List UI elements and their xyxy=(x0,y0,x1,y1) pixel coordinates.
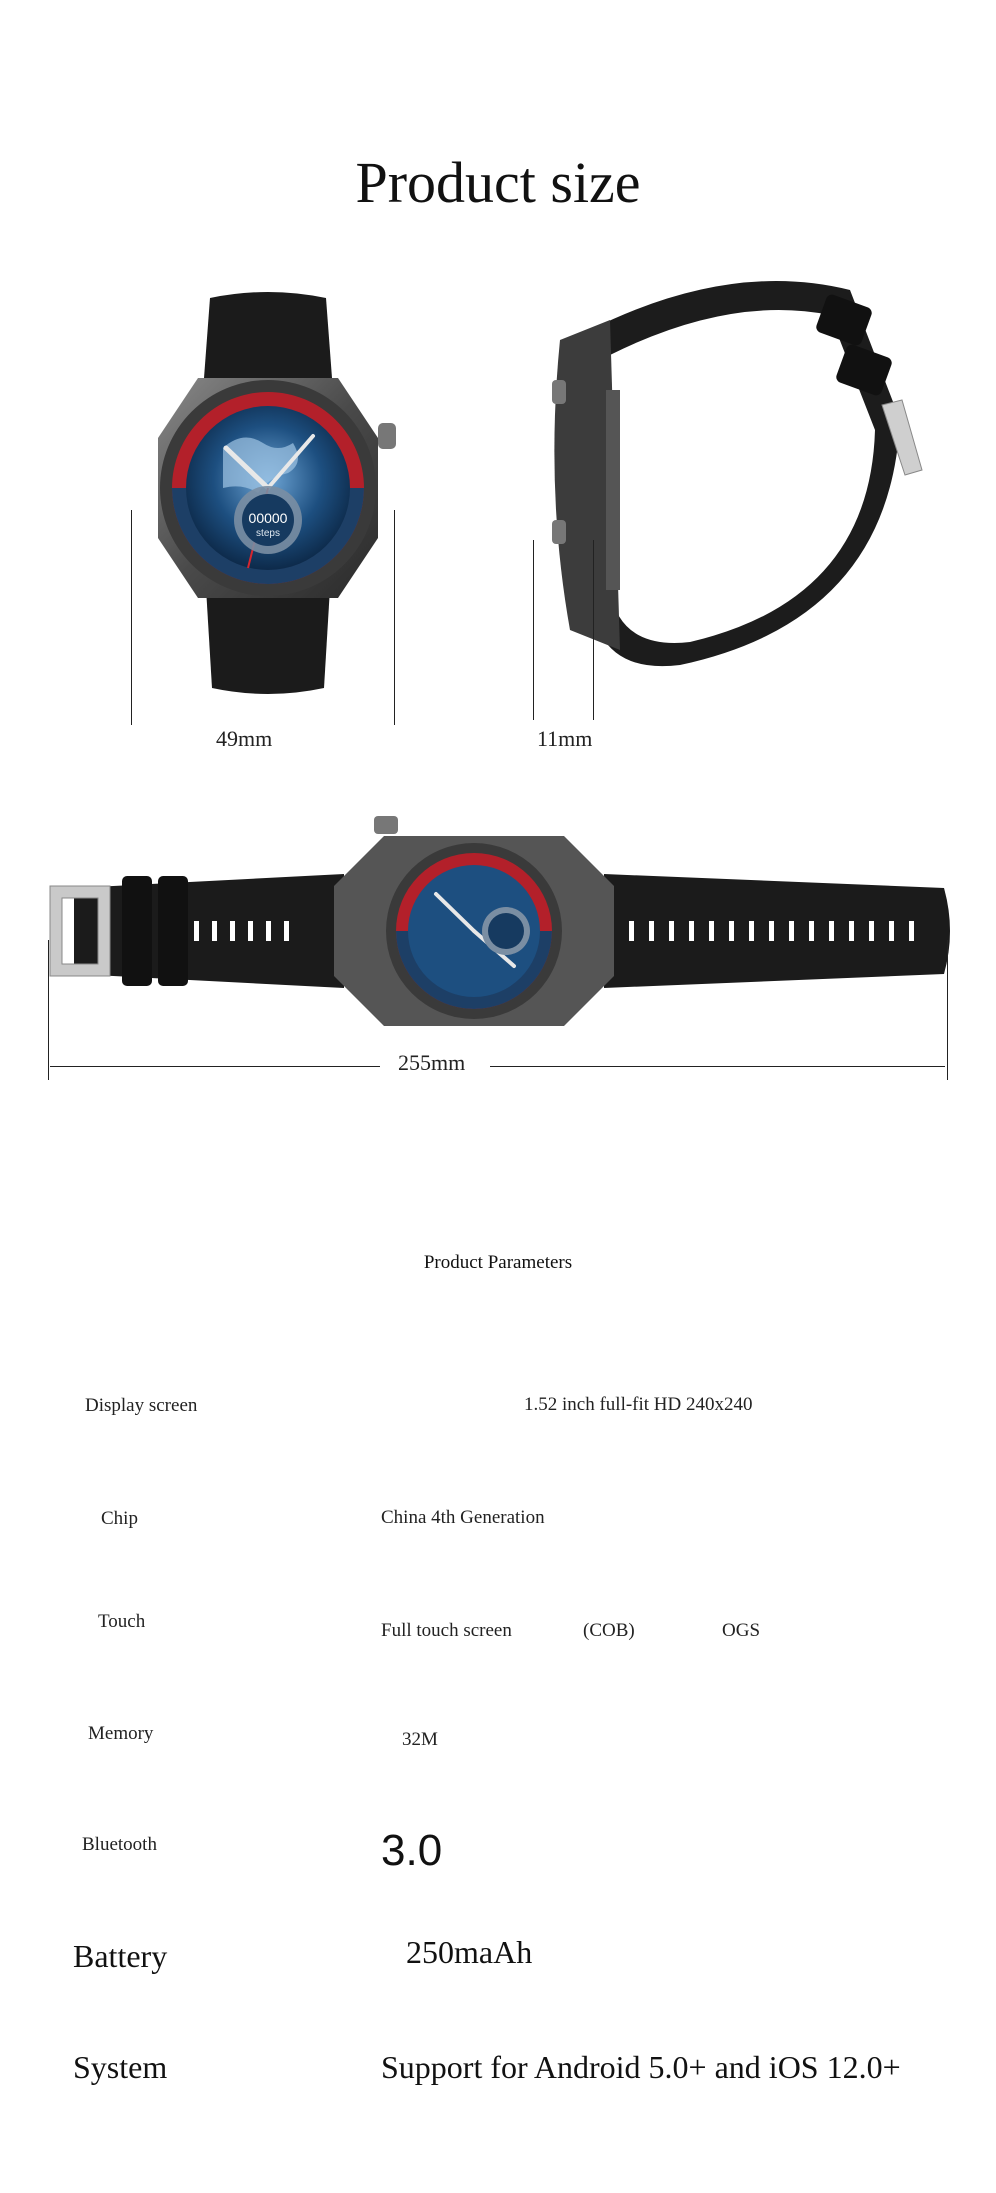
side-crown xyxy=(552,380,566,404)
length-dim-line-a xyxy=(50,1066,380,1067)
param-label-display-screen: Display screen xyxy=(85,1395,198,1416)
param-label-bluetooth: Bluetooth xyxy=(82,1834,157,1855)
width-dim-line-left xyxy=(131,510,132,725)
param-label-system: System xyxy=(73,2049,168,2085)
product-size-title: Product size xyxy=(355,150,641,215)
watch-front-image xyxy=(128,288,408,708)
param-value-memory: 32M xyxy=(402,1729,438,1750)
param-value-battery: 250maAh xyxy=(406,1934,533,1970)
thickness-label: 11mm xyxy=(537,726,593,751)
thickness-dim-line-left xyxy=(533,540,534,720)
length-label: 255mm xyxy=(398,1050,466,1075)
param-label-chip: Chip xyxy=(101,1508,138,1529)
steps-value: 00000 xyxy=(248,510,288,526)
flat-keeper xyxy=(122,876,152,986)
param-label-touch: Touch xyxy=(98,1611,146,1632)
param-value-system: Support for Android 5.0+ and iOS 12.0+ xyxy=(381,2049,901,2085)
strap-bottom xyxy=(206,588,330,694)
strap-top xyxy=(204,292,332,378)
param-value-touch-ogs: OGS xyxy=(722,1620,761,1641)
param-value-bluetooth: 3.0 xyxy=(381,1826,443,1875)
length-dim-line-b xyxy=(490,1066,945,1067)
param-value-display-screen: 1.52 inch full-fit HD 240x240 xyxy=(524,1394,753,1415)
flat-strap-right xyxy=(604,874,950,988)
width-dim-line-right xyxy=(394,510,395,725)
steps-label: steps xyxy=(256,528,280,539)
param-value-touch-screen: Full touch screen xyxy=(381,1620,512,1641)
length-dim-line-right-tick xyxy=(947,940,948,1080)
thickness-dim-line-right xyxy=(593,540,594,720)
flat-keeper xyxy=(158,876,188,986)
param-label-battery: Battery xyxy=(73,1938,168,1974)
length-dim-line-left-tick xyxy=(48,940,49,1080)
param-value-touch-cob: (COB) xyxy=(583,1620,635,1641)
crown-button xyxy=(378,423,396,449)
param-label-memory: Memory xyxy=(88,1723,154,1744)
width-label: 49mm xyxy=(216,726,273,751)
flat-crown xyxy=(374,816,398,834)
side-button xyxy=(552,520,566,544)
product-parameters-title: Product Parameters xyxy=(423,1252,573,1273)
flat-strap-left xyxy=(74,874,344,988)
param-value-chip: China 4th Generation xyxy=(381,1507,545,1528)
watch-flat-image xyxy=(44,816,954,1046)
